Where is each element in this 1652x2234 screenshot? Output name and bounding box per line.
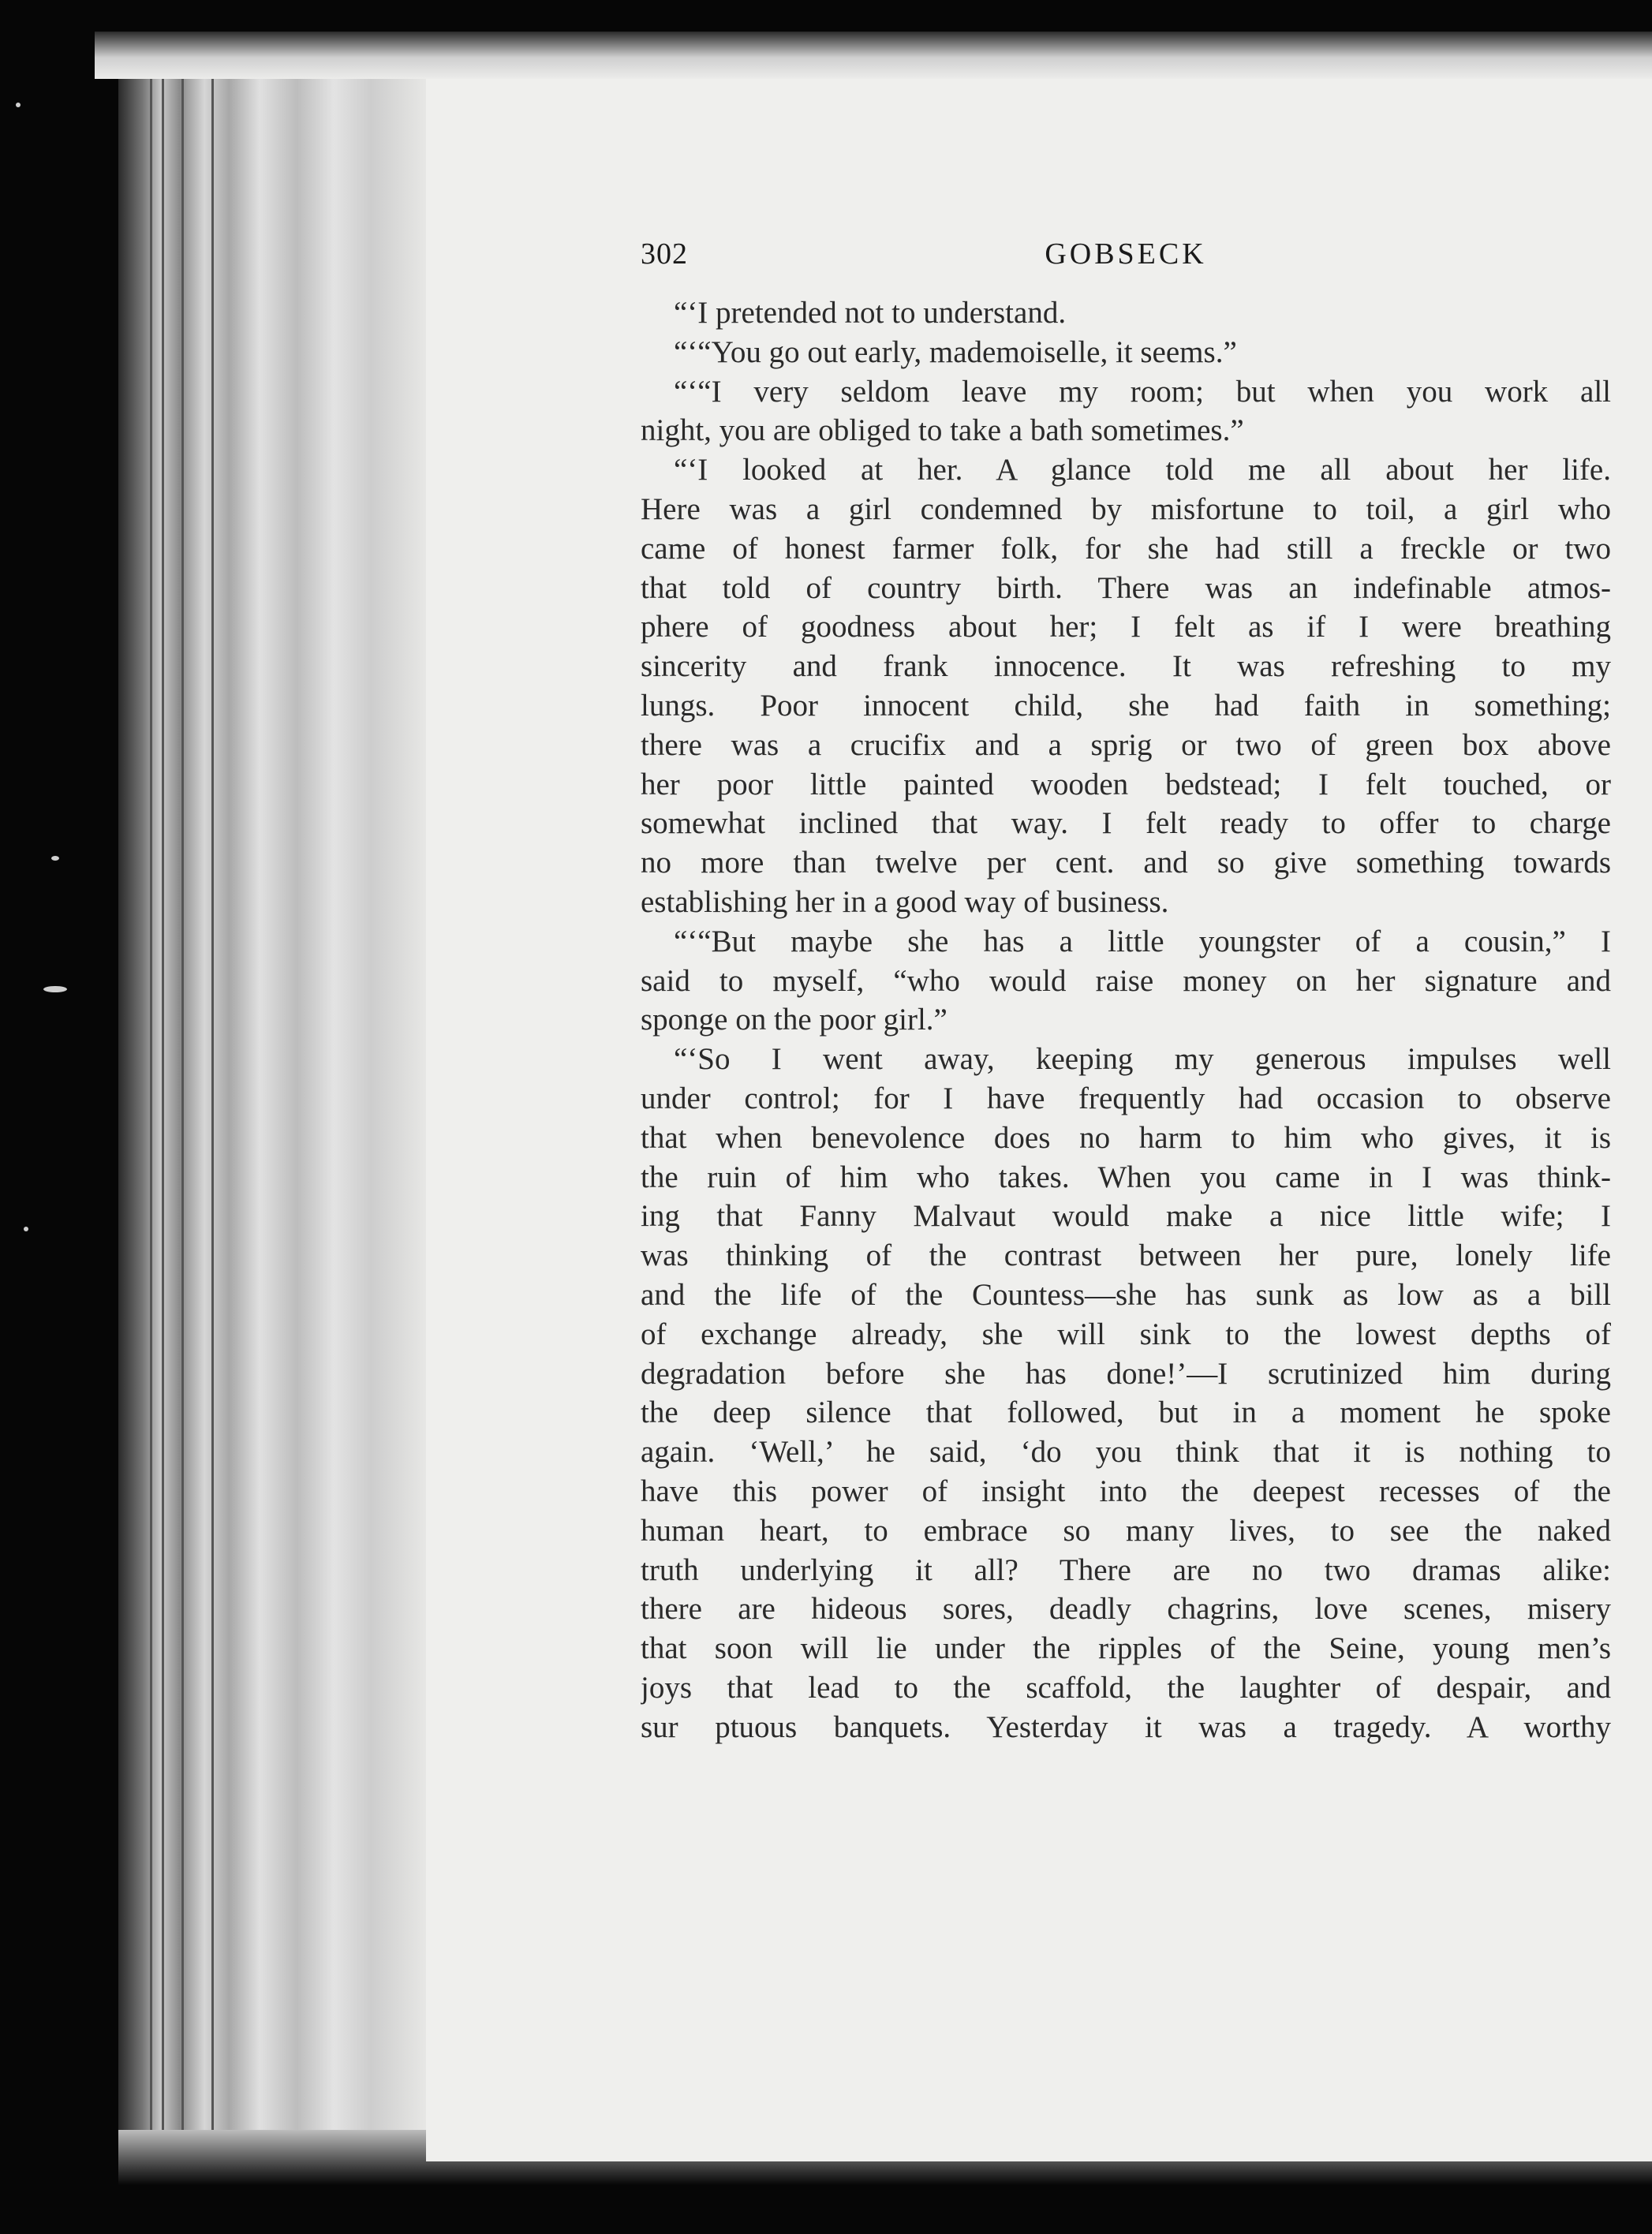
text-line: of exchange already, she will sink to the lowest depths of <box>641 1317 1611 1351</box>
text-line: ing that Fanny Malvaut would make a nice little wife; I <box>641 1199 1611 1234</box>
text-line: sincerity and frank innocence. It was refreshing to my <box>641 649 1611 684</box>
text-line: “‘“You go out early, mademoiselle, it seems.” <box>674 334 1237 369</box>
spine-line <box>150 79 152 2154</box>
text-line: and the life of the Countess—she has sunk as low as a bill <box>641 1277 1611 1312</box>
text-line: degradation before she has done!’—I scrutinized him during <box>641 1356 1611 1391</box>
text-line: sur ptuous banquets. Yesterday it was a tragedy. A worthy <box>641 1709 1611 1744</box>
text-line: “‘I looked at her. A glance told me all about her life. <box>674 453 1611 488</box>
text-line: her poor little painted wooden bedstead; I felt touched, or <box>641 767 1611 801</box>
text-line: Here was a girl condemned by misfortune to toil, a girl who <box>641 491 1611 526</box>
book-spine <box>118 79 426 2154</box>
spine-line <box>181 79 184 2154</box>
spine-line <box>162 79 164 2154</box>
text-line: establishing her in a good way of business. <box>641 884 1169 919</box>
text-line: was thinking of the contrast between her pure, lonely life <box>641 1238 1611 1273</box>
text-line: “‘I pretended not to understand. <box>674 296 1067 330</box>
text-line: sponge on the poor girl.” <box>641 1003 947 1037</box>
page-number: 302 <box>641 237 688 271</box>
text-line: said to myself, “who would raise money on her signature and <box>641 963 1611 998</box>
scan-speck <box>43 986 67 992</box>
text-line: phere of goodness about her; I felt as if I were breathing <box>641 610 1611 644</box>
page-title: GOBSECK <box>1045 237 1207 271</box>
text-line: there was a crucifix and a sprig or two of green box above <box>641 727 1611 762</box>
text-line: that told of country birth. There was an indefinable atmos- <box>641 570 1611 605</box>
text-line: joys that lead to the scaffold, the laughter of despair, and <box>641 1670 1611 1705</box>
text-line: “‘“I very seldom leave my room; but when you work all <box>674 374 1611 409</box>
text-line: there are hideous sores, deadly chagrins, love scenes, misery <box>641 1592 1611 1627</box>
text-line: somewhat inclined that way. I felt ready to offer to charge <box>641 806 1611 841</box>
spine-line <box>211 79 214 2154</box>
text-line: truth underlying it all? There are no two dramas alike: <box>641 1552 1611 1587</box>
scan-speck <box>51 856 59 861</box>
text-line: the ruin of him who takes. When you came in I was think- <box>641 1160 1611 1194</box>
scan-speck <box>16 103 21 107</box>
text-line: human heart, to embrace so many lives, to see the naked <box>641 1513 1611 1548</box>
book-top-edge <box>95 32 1652 79</box>
text-line: have this power of insight into the deepest recesses of the <box>641 1474 1611 1508</box>
text-line: that soon will lie under the ripples of the Seine, young men’s <box>641 1631 1611 1666</box>
text-line: “‘“But maybe she has a little youngster of a cousin,” I <box>674 924 1611 958</box>
scan-speck <box>24 1227 28 1231</box>
text-line: no more than twelve per cent. and so give something towards <box>641 846 1611 880</box>
text-line: that when benevolence does no harm to him who gives, it is <box>641 1120 1611 1155</box>
text-line: lungs. Poor innocent child, she had faith in something; <box>641 688 1611 723</box>
text-line: came of honest farmer folk, for she had still a freckle or two <box>641 531 1611 566</box>
text-line: again. ‘Well,’ he said, ‘do you think that it is nothing to <box>641 1435 1611 1470</box>
text-line: “‘So I went away, keeping my generous impulses well <box>674 1042 1611 1077</box>
text-line: the deep silence that followed, but in a moment he spoke <box>641 1395 1611 1430</box>
text-line: night, you are obliged to take a bath sometimes.” <box>641 413 1244 448</box>
body-text <box>641 293 1611 1746</box>
running-head <box>641 237 1611 276</box>
text-line: under control; for I have frequently had occasion to observe <box>641 1081 1611 1115</box>
